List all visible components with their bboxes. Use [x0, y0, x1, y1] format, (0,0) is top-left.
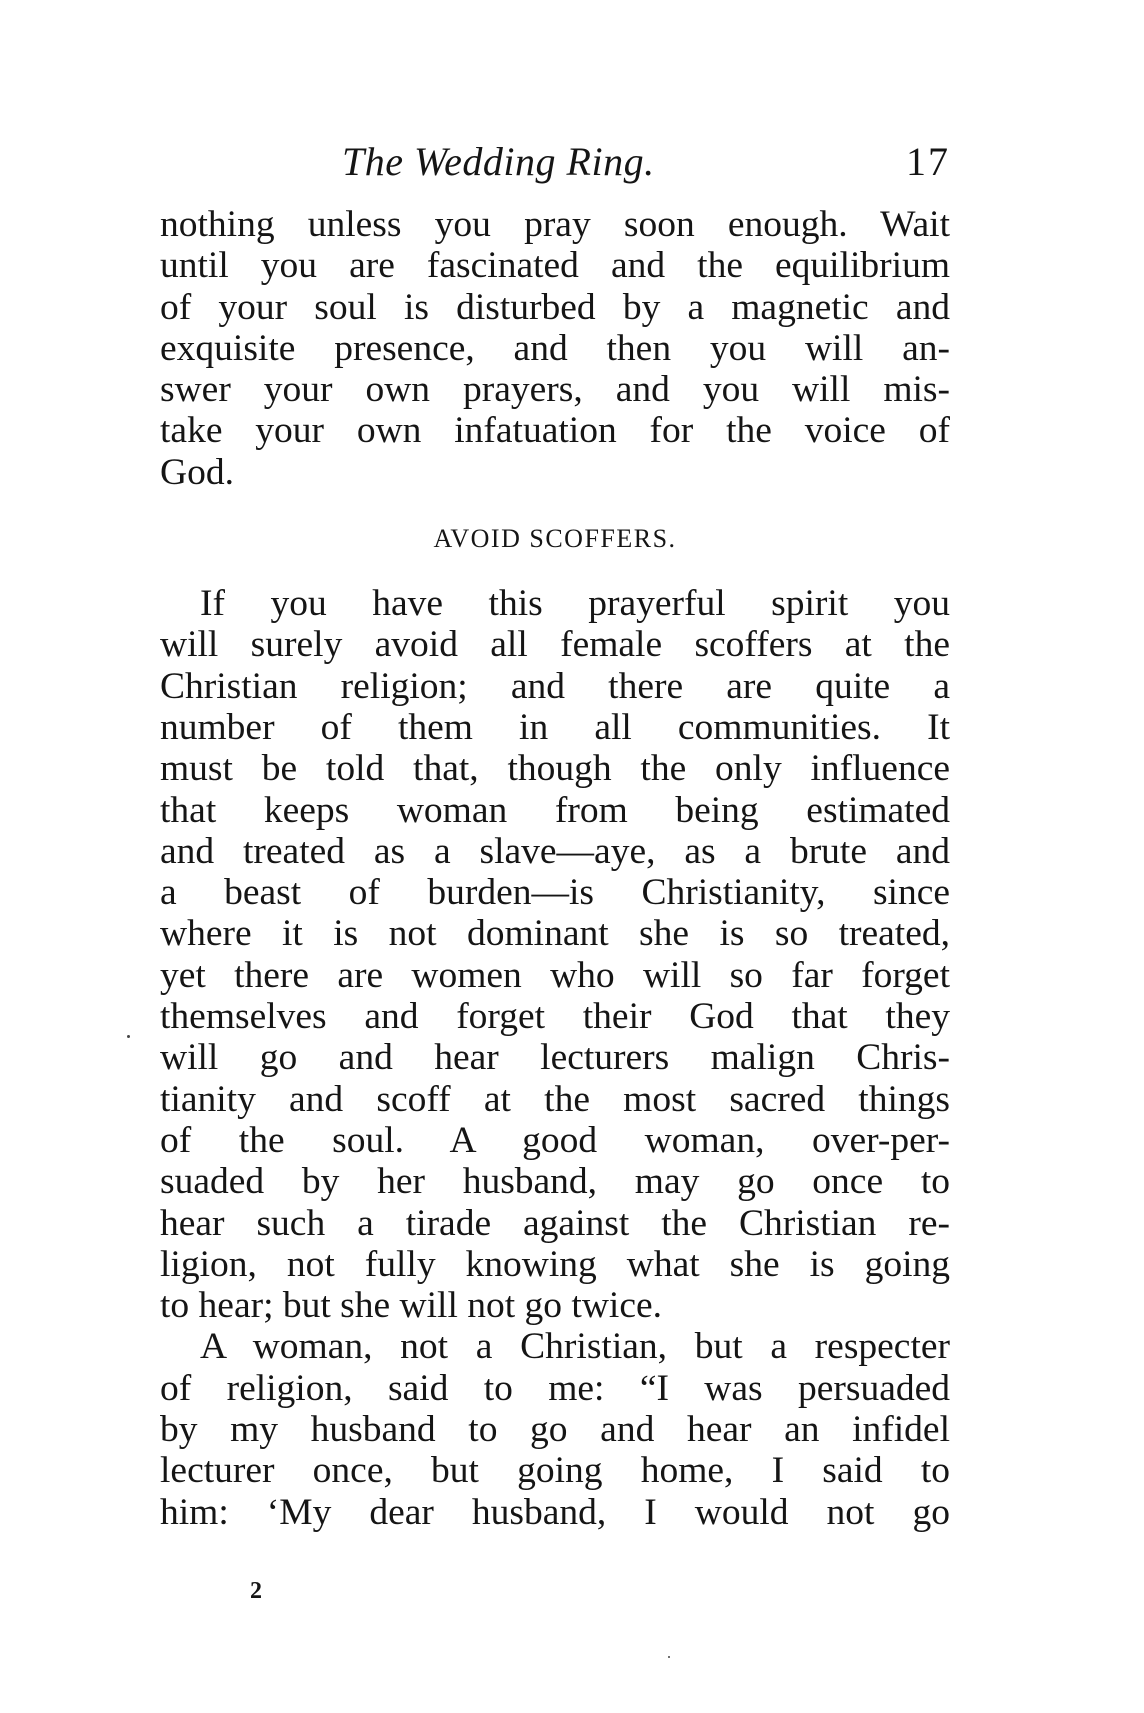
- text-line: ligion, not fully knowing what she is going: [160, 1243, 950, 1285]
- running-title: The Wedding Ring.: [342, 139, 655, 184]
- text-line: will surely avoid all female scoffers at the: [160, 624, 950, 666]
- ink-speck: [127, 1035, 130, 1038]
- printer-signature-mark: 2: [250, 1578, 262, 1604]
- text-line: exquisite presence, and then you will an-: [160, 327, 950, 369]
- paragraph-avoid-scoffers: [160, 583, 950, 1326]
- text-line: tianity and scoff at the most sacred things: [160, 1078, 950, 1120]
- text-line: suaded by her husband, may go once to: [160, 1161, 950, 1203]
- text-line: A woman, not a Christian, but a respecter: [200, 1326, 950, 1368]
- text-line: If you have this prayerful spirit you: [200, 583, 950, 625]
- text-line: number of them in all communities. It: [160, 706, 950, 748]
- paragraph-woman-respecter: [160, 1326, 950, 1532]
- text-line: of religion, said to me: “I was persuaded: [160, 1367, 950, 1409]
- text-line: of your soul is disturbed by a magnetic and: [160, 286, 950, 328]
- text-line: yet there are women who will so far forget: [160, 954, 950, 996]
- text-line: a beast of burden—is Christianity, since: [160, 872, 950, 914]
- text-line: by my husband to go and hear an infidel: [160, 1409, 950, 1451]
- text-line: and treated as a slave—aye, as a brute and: [160, 830, 950, 872]
- text-line: themselves and forget their God that they: [160, 996, 950, 1038]
- text-line: until you are fascinated and the equilibrium: [160, 245, 950, 287]
- text-line: of the soul. A good woman, over-per-: [160, 1119, 950, 1161]
- paragraph-continued: [160, 204, 950, 493]
- text-line: lecturer once, but going home, I said to: [160, 1450, 950, 1492]
- text-line: him: ‘My dear husband, I would not go: [160, 1491, 950, 1533]
- text-line: where it is not dominant she is so treated,: [160, 913, 950, 955]
- text-line: nothing unless you pray soon enough. Wait: [160, 204, 950, 245]
- text-line: God.: [160, 451, 234, 493]
- section-heading: AVOID SCOFFERS.: [433, 524, 677, 554]
- text-line: take your own infatuation for the voice of: [160, 410, 950, 452]
- ink-speck: [668, 1656, 670, 1658]
- body-text: [160, 204, 950, 1533]
- page-number: 17: [906, 139, 950, 184]
- text-line: swer your own prayers, and you will mis-: [160, 369, 950, 411]
- text-line: must be told that, though the only influence: [160, 748, 950, 790]
- text-line: that keeps woman from being estimated: [160, 789, 950, 831]
- text-line: hear such a tirade against the Christian re-: [160, 1202, 950, 1244]
- running-head: [160, 138, 950, 190]
- text-line: Christian religion; and there are quite a: [160, 665, 950, 707]
- text-line: will go and hear lecturers malign Chris-: [160, 1037, 950, 1079]
- text-line: to hear; but she will not go twice.: [160, 1285, 662, 1327]
